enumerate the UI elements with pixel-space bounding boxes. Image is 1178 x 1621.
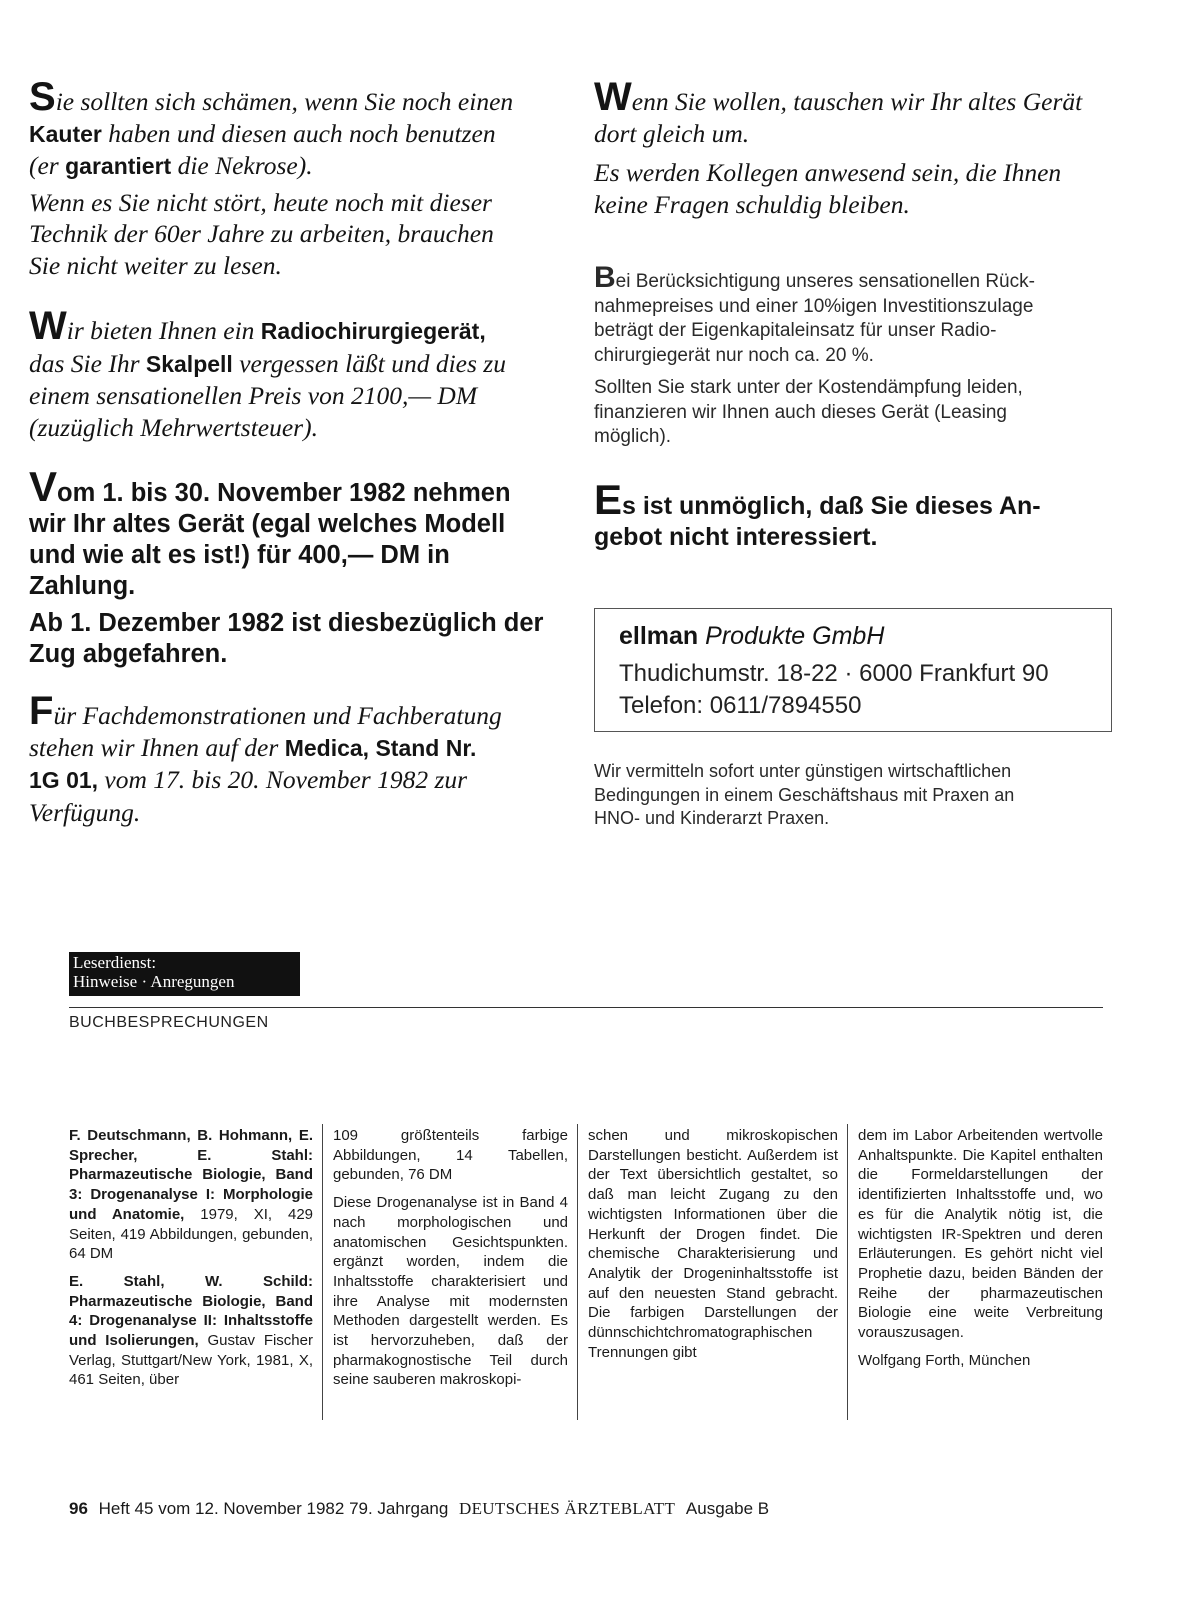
review-text-2a: 109 größtenteils farbige Abbildungen, 14 Tabellen, gebunden, 76 DM (333, 1127, 568, 1184)
ad-footer-note: Wir vermitteln sofort unter günstigen wirtschaftlichen Bedingungen in einem Geschäftshaus mit Praxen an HNO- und Kinderarzt Praxen. (594, 761, 1015, 828)
section-heading: BUCHBESPRECHUNGEN (69, 1014, 269, 1031)
column-rule-3 (847, 1124, 848, 1420)
company-name: ellman Produkte GmbH (619, 622, 885, 650)
review-author: Wolfgang Forth, München (858, 1351, 1031, 1369)
section-rule (69, 1007, 1103, 1008)
ad-paragraph-colleagues: Es werden Kollegen anwesend sein, die Ihnen keine Fragen schuldig bleiben. (594, 158, 1062, 219)
review-column-4 (858, 1126, 1103, 1370)
ad-paragraph-technik: Wenn es Sie nicht stört, heute noch mit dieser Technik der 60er Jahre zu arbeiten, brauchen Sie nicht weiter zu lesen. (29, 187, 494, 280)
drop-cap-w2: W (594, 75, 632, 119)
issue-info: Heft 45 vom 12. November 1982 79. Jahrgang (98, 1499, 449, 1518)
section-rubric: Leserdienst: Hinweise · Anregungen (69, 952, 300, 996)
ad-paragraph-exchange: Wenn Sie wollen, tauschen wir Ihr altes Gerät dort gleich um. (594, 75, 1083, 148)
journal-name: DEUTSCHES ÄRZTEBLATT (459, 1499, 676, 1518)
ad-paragraph-deadline: Ab 1. Dezember 1982 ist diesbezüglich der Zug abgefahren. (29, 609, 544, 668)
company-phone: Telefon: 0611/7894550 (619, 692, 862, 719)
review-text-4: dem im Labor Arbeitenden wertvolle Anhaltspunkte. Die Kapitel enthalten die Formeldarstellungen der identifizierten Inhaltsstoffe und, wo es für die Analytik nötig ist, die wichtigsten IR-Spektren und deren Erläuterungen. Es gehört nicht viel Prophetie dazu, beiden Bänden der Reihe der pharmazeutischen Biologie eine weite Verbreitung vorauszusagen. (858, 1127, 1103, 1342)
page-number: 96 (69, 1499, 88, 1518)
company-address: Thudichumstr. 18-22 · 6000 Frankfurt 90 (619, 660, 1049, 687)
ad-paragraph-tradein: Vom 1. bis 30. November 1982 nehmen wir Ihr altes Gerät (egal welches Modell und wie alt es ist!) für 400,— DM in Zahlung. (29, 463, 511, 600)
ad-left-column (29, 75, 545, 828)
review-column-1 (69, 1126, 313, 1390)
column-rule-1 (322, 1124, 323, 1420)
edition: Ausgabe B (685, 1499, 770, 1518)
drop-cap-w: W (29, 304, 67, 348)
drop-cap-e: E (594, 475, 623, 523)
review-citation-1: F. Deutschmann, B. Hohmann, E. Sprecher, E. Stahl: Pharmazeutische Biologie, Band 3: Drogenanalyse I: Morphologie und Anatomie, 1979, XI, 429 Seiten, 419 Abbildungen, gebunden, 64 DM (69, 1127, 314, 1263)
brand-ellman: ellman (619, 622, 699, 650)
drop-cap-b: B (594, 261, 616, 294)
column-rule-2 (577, 1124, 578, 1420)
ad-paragraph-closing: Es ist unmöglich, daß Sie dieses An- gebot nicht interessiert. (594, 475, 1041, 551)
review-text-2b: Diese Drogenanalyse ist in Band 4 nach morphologischen und anatomischen Gesichtspunkten. ergänzt worden, indem die Inhaltsstoffe charakterisiert und ihre Analyse mit modernsten Methoden dargestellt werden. Es ist hervorzuheben, daß der pharmakognostische Teil durch seine sauberen makroskopi- (333, 1194, 568, 1389)
ad-paragraph-kauter: Sie sollten sich schämen, wenn Sie noch einen Kauter haben und diesen auch noch benutzen (er garantiert die Nekrose). (29, 75, 514, 180)
page-footer (69, 1498, 769, 1520)
drop-cap-s: S (29, 75, 56, 119)
drop-cap-f: F (29, 689, 54, 733)
review-column-2 (333, 1126, 568, 1390)
review-citation-2: E. Stahl, W. Schild: Pharmazeutische Biologie, Band 4: Drogenanalyse II: Inhaltsstoffe und Isolierungen, Gustav Fischer Verlag, Stuttgart/New York, 1981, X, 461 Seiten, über (69, 1272, 313, 1389)
ad-paragraph-medica: Für Fachdemonstrationen und Fachberatung stehen wir Ihnen auf der Medica, Stand Nr. 1G 01, vom 17. bis 20. November 1982 zur Verfügung. (29, 689, 502, 827)
ad-paragraph-pricing: Bei Berücksichtigung unseres sensationellen Rück- nahmepreises und einer 10%igen Investitionszulage beträgt der Eigenkapitaleinsatz für unser Radio- chirurgiegerät nur noch ca. 20 %. (594, 261, 1035, 366)
contact-box (594, 608, 1112, 732)
ad-right-column (594, 75, 1114, 553)
ad-paragraph-leasing: Sollten Sie stark unter der Kostendämpfung leiden, finanzieren wir Ihnen auch dieses Gerät (Leasing möglich). (594, 377, 1023, 447)
review-text-3: schen und mikroskopischen Darstellungen besticht. Außerdem ist der Text übersichtlich gestaltet, so daß man leicht Zugang zu den wichtigsten Informationen über die Herkunft der Drogen findet. Die chemische Charakterisierung und Analytik der Drogeninhaltsstoffe ist auf den neuesten Stand gebracht. Die farbigen Darstellungen der dünnschichtchromatographischen Trennungen gibt (588, 1127, 838, 1361)
ad-paragraph-offer: Wir bieten Ihnen ein Radiochirurgiegerät, das Sie Ihr Skalpell vergessen läßt und dies zu einem sensationellen Preis von 2100,— DM (zuzüglich Mehrwertsteuer). (29, 304, 506, 442)
review-column-3 (588, 1126, 838, 1362)
drop-cap-v: V (29, 463, 58, 510)
